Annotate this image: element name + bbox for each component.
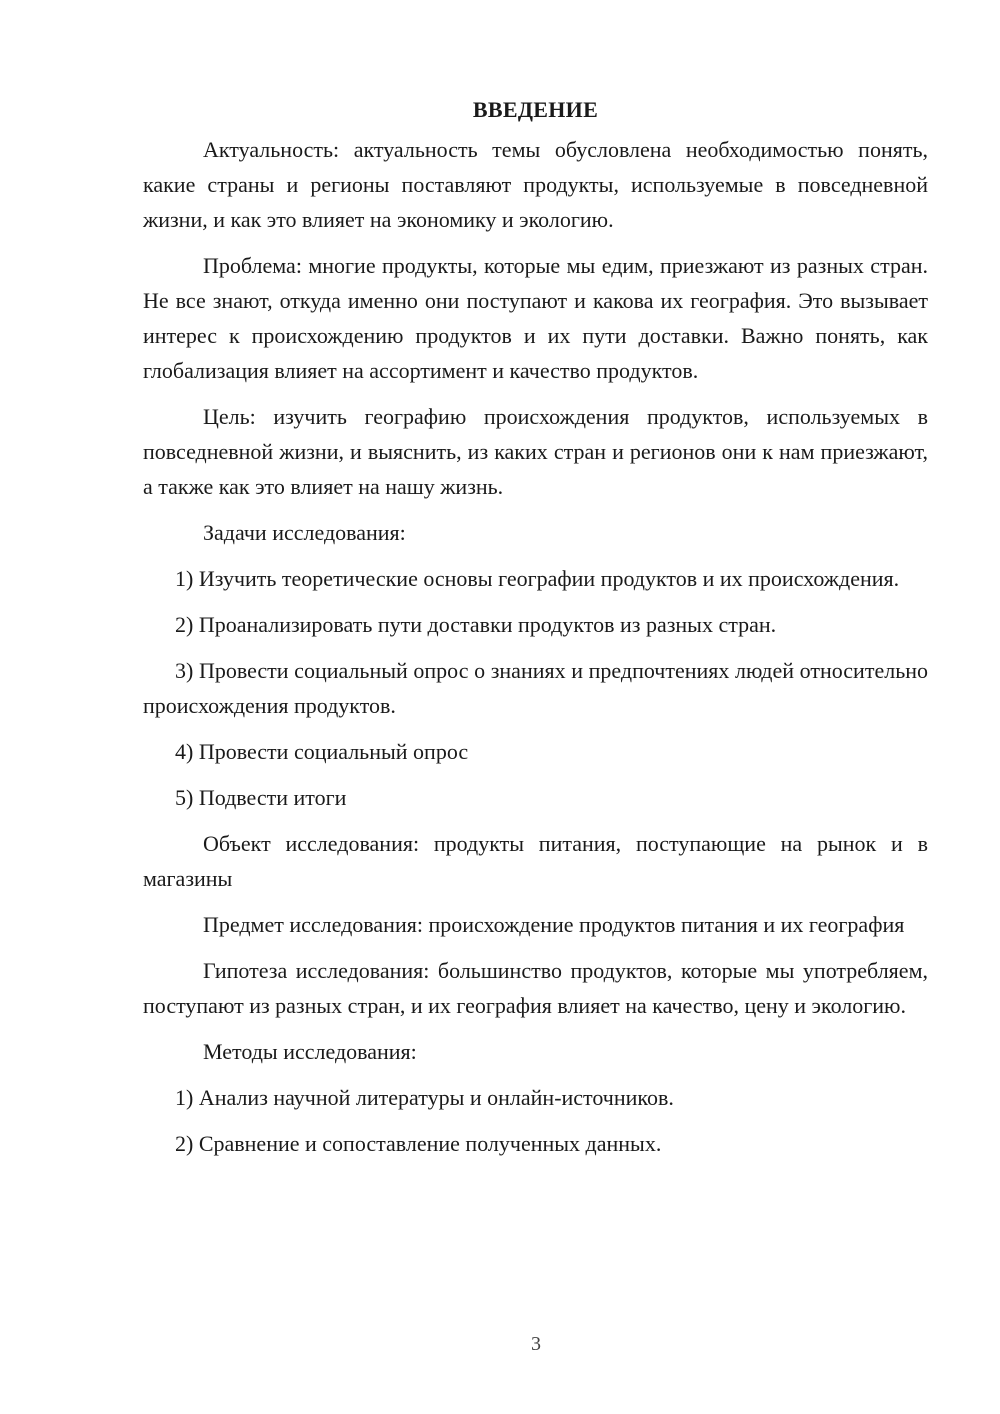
relevance-paragraph: Актуальность: актуальность темы обусловлена необходимостью понять, какие страны и регионы поставляют продукты, используемые в повседневной жизни, и как это влияет на экономику и экологию. xyxy=(143,137,928,232)
method-item: 1) Анализ научной литературы и онлайн-источников. xyxy=(175,1085,674,1110)
task-item: 1) Изучить теоретические основы географии продуктов и их происхождения. xyxy=(175,566,900,591)
page-number: 3 xyxy=(531,1333,541,1355)
tasks-heading: Задачи исследования: xyxy=(203,520,406,545)
document-page xyxy=(143,92,928,1172)
goal-paragraph: Цель: изучить географию происхождения продуктов, используемых в повседневной жизни, и выяснить, из каких стран и регионов они к нам приезжают, а также как это влияет на нашу жизнь. xyxy=(143,404,928,499)
method-item: 2) Сравнение и сопоставление полученных данных. xyxy=(175,1131,662,1156)
problem-paragraph: Проблема: многие продукты, которые мы едим, приезжают из разных стран. Не все знают, откуда именно они поступают и какова их география. Это вызывает интерес к происхождению продуктов и их пути доставки. Важно понять, как глобализация влияет на ассортимент и качество продуктов. xyxy=(143,253,928,383)
methods-heading: Методы исследования: xyxy=(203,1039,417,1064)
task-item: 5) Подвести итоги xyxy=(175,785,347,810)
section-title: ВВЕДЕНИЕ xyxy=(472,97,599,122)
task-item: 3) Провести социальный опрос о знаниях и предпочтениях людей относительно происхождения продуктов. xyxy=(143,658,928,718)
hypothesis-paragraph: Гипотеза исследования: большинство продуктов, которые мы употребляем, поступают из разных стран, и их география влияет на качество, цену и экологию. xyxy=(143,958,928,1018)
subject-paragraph: Предмет исследования: происхождение продуктов питания и их география xyxy=(203,912,905,937)
task-item: 4) Провести социальный опрос xyxy=(175,739,469,764)
object-paragraph: Объект исследования: продукты питания, поступающие на рынок и в магазины xyxy=(143,831,928,891)
task-item: 2) Проанализировать пути доставки продуктов из разных стран. xyxy=(175,612,777,637)
